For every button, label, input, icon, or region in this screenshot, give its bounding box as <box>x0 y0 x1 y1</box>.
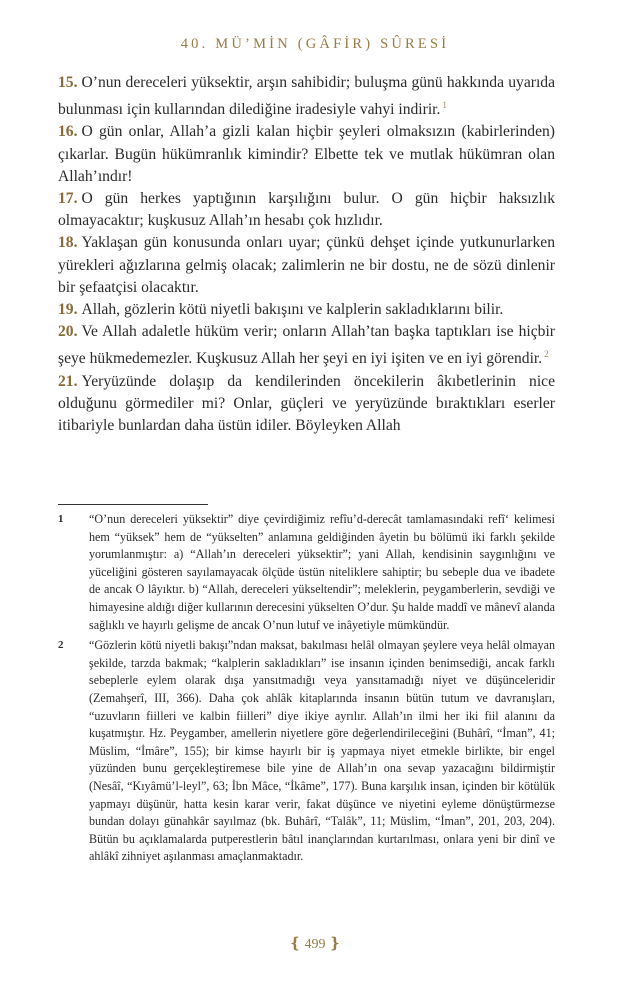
verse-body: Ve Allah adaletle hüküm verir; onların Allah’tan başka taptıkları ise hiçbir şeye hükmedemezler. Kuşkusuz Allah her şeyi en iyi işiten ve en iyi görendir. <box>58 323 555 368</box>
ornament-left-icon: ❴ <box>288 936 302 952</box>
footnote-ref[interactable]: 2 <box>544 349 549 360</box>
footnote-ref[interactable]: 1 <box>442 100 447 111</box>
footnote-number: 1 <box>58 513 64 525</box>
verse <box>58 232 555 299</box>
verse <box>58 121 555 188</box>
verse-body: O gün onlar, Allah’a gizli kalan hiçbir şeyleri olmaksızın (kabirlerinden) çıkarlar. Bugün hükümranlık kimindir? Elbette tek ve mutlak hükümran olan Allah’ındır! <box>58 123 555 185</box>
verse <box>58 299 555 321</box>
page-number <box>0 934 630 953</box>
footnotes <box>58 511 555 869</box>
footnote-number: 2 <box>58 639 64 652</box>
verse <box>58 188 555 232</box>
running-header: 40. MÜ’MİN (GÂFİR) SÛRESİ <box>180 36 450 52</box>
footnote <box>58 637 555 866</box>
verse-body: Yaklaşan gün konusunda onları uyar; çünkü dehşet içinde yutkunurlarken yürekleri ağızlarına gelmiş olacak; zalimlerin ne bir dostu, ne de sözü dinlenir bir şefaatçisi olacaktır. <box>58 234 555 296</box>
ornament-right-icon: ❵ <box>328 936 342 952</box>
verse <box>58 371 555 438</box>
verse-number: 16. <box>58 123 78 141</box>
verse-number: 17. <box>58 190 78 208</box>
verse <box>58 72 555 121</box>
verse <box>58 321 555 370</box>
verse-number: 21. <box>58 372 78 390</box>
footnote-divider <box>58 504 208 505</box>
verse-number: 18. <box>58 234 78 252</box>
footnote-text: “O’nun dereceleri yüksektir” diye çevirdiğimiz refîu’d-derecât tamlamasındaki refî‘ kelimesi hem “yüksek” hem de “yükselten” anlamına geldiğinden âyetin bu bölümü iki farklı şekilde yorumlanmıştır: a) “Allah’ın dereceleri yüksektir”; yani Allah, kendisinin saygınlığını ve yüceliğini gösteren sayılamayacak ölçüde üstün niteliklere sahiptir; bu sebeple dua ve ibadete de ancak O lâyıktır. b) “Allah, dereceleri yükseltendir”; meleklerin, peygamberlerin, sevdiği ve himayesine aldığı diğer kullarının derecesini yükselten O’dur. Şu halde maddî ve mânevî alanda sağlıklı ve hayırlı gelişme de ancak O’nun lutuf ve inâyetiyle mümkündür. <box>89 512 555 632</box>
verse-body: Yeryüzünde dolaşıp da kendilerinden öncekilerin âkıbetlerinin nice olduğunu görmediler mi? Onlar, güçleri ve yeryüzünde bıraktıkları eserler itibariyle bunlardan daha üstün idiler. Böyleyken Allah <box>58 372 555 435</box>
verse-number: 15. <box>58 74 78 91</box>
verse-text <box>58 72 555 437</box>
page-number-value: 499 <box>304 937 326 952</box>
verse-number: 19. <box>58 301 78 319</box>
footnote <box>58 511 555 634</box>
verse-body: O’nun dereceleri yüksektir, arşın sahibidir; buluşma günü hakkında uyarıda bulunması için kullarından dilediğine iradesiyle vahyi indirir. <box>58 74 555 119</box>
verse-number: 20. <box>58 323 78 341</box>
verse-body: O gün herkes yaptığının karşılığını bulur. O gün hiçbir haksızlık olmayacaktır; kuşkusuz Allah’ın hesabı çok hızlıdır. <box>58 190 555 230</box>
footnote-text: “Gözlerin kötü niyetli bakışı”ndan maksat, bakılması helâl olmayan şeylere veya helâl olmayan şekilde, tarzda bakmak; “kalplerin sakladıkları” ise insanın içinden benimsediği, ancak farklı sebeplerle eylem olarak dışa yansıtmadığı veya yansıtamadığı niyet ve düşünceleridir (Zemahşerî, III, 366). Daha çok ahlâk kitaplarında insanın bütün tutum ve davranışları, “uzuvların fiilleri ve kalbin fiilleri” diye ikiye ayrılır. Allah’ın ilmi her iki fiil alanını da kuşatmıştır. Hz. Peygamber, amellerin niyetlere göre değerlendirileceğini (Buhârî, “İman”, 41; Müslim, “İmâre”, 155); bir kimse hayırlı bir iş yapmaya niyet etmekle birlikte, bir engel yüzünden bunu gerçekleştiremese bile yine de Allah’ın ona sevap yazacağını bildirmiştir (Nesâî, “Kıyâmü’l-leyl”, 63; İbn Mâce, “İkâme”, 177). Buna karşılık insan, içinden bir kötülük yapmayı düşünür, hatta kesin karar verir, fakat düşünce ve niyetini eyleme dönüştürmezse bundan dolayı günahkâr sayılmaz (bk. Buhârî, “Talâk”, 11; Müslim, “İman”, 201, 203, 204). Bütün bu açıklamalarda putperestlerin bâtıl inançlarından kurtarılması, onlara yeni bir dinî ve ahlâkî zihniyet aşılanması amaçlanmaktadır. <box>89 638 555 864</box>
verse-body: Allah, gözlerin kötü niyetli bakışını ve kalplerin sakladıklarını bilir. <box>81 301 504 319</box>
